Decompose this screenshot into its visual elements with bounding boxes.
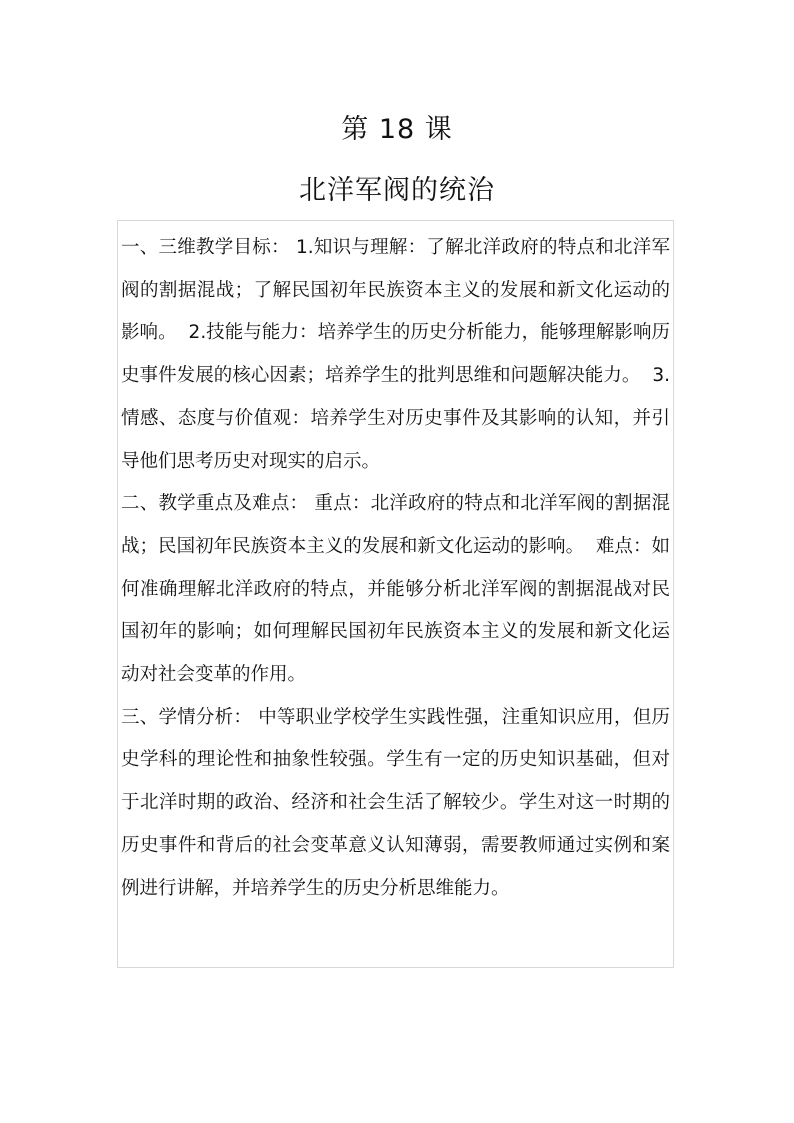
- key-points-heading: 二、教学重点及难点：: [121, 493, 309, 515]
- lesson-plan-table: [117, 220, 674, 968]
- analysis-body: 中等职业学校学生实践性强，注重知识应用，但历史学科的理论性和抽象性较强。学生有一定的历史知识基础，但对于北洋时期的政治、经济和社会生活了解较少。学生对这一时期的历史事件和背后的社会变革意义认知薄弱，需要教师通过实例和案例进行讲解，并培养学生的历史分析思维能力。: [121, 706, 670, 899]
- analysis-section: [121, 697, 670, 911]
- objectives-knowledge: 1.知识与理解：了解北洋政府的特点和北洋军阀的割据混战；了解民国初年民族资本主义的发展和新文化运动的影响。: [121, 237, 670, 344]
- key-points-difficulty: 难点：如何准确理解北洋政府的特点，并能够分析北洋军阀的割据混战对民国初年的影响；如何理解民国初年民族资本主义的发展和新文化运动对社会变革的作用。: [121, 535, 670, 686]
- objectives-section: [121, 227, 670, 483]
- analysis-heading: 三、学情分析：: [121, 706, 253, 728]
- key-points-focus: 重点：北洋政府的特点和北洋军阀的割据混战；民国初年民族资本主义的发展和新文化运动的影响。: [121, 493, 670, 557]
- objectives-skills: 2.技能与能力：培养学生的历史分析能力，能够理解影响历史事件发展的核心因素；培养学生的批判思维和问题解决能力。: [121, 322, 671, 387]
- lesson-number: 第 18 课: [341, 114, 453, 145]
- objectives-attitude: 3.情感、态度与价值观：培养学生对历史事件及其影响的认知，并引导他们思考历史对现实的启示。: [121, 365, 670, 472]
- key-points-section: [121, 483, 670, 697]
- objectives-heading: 一、三维教学目标：: [121, 237, 290, 258]
- lesson-title: 北洋军阀的统治: [299, 175, 495, 206]
